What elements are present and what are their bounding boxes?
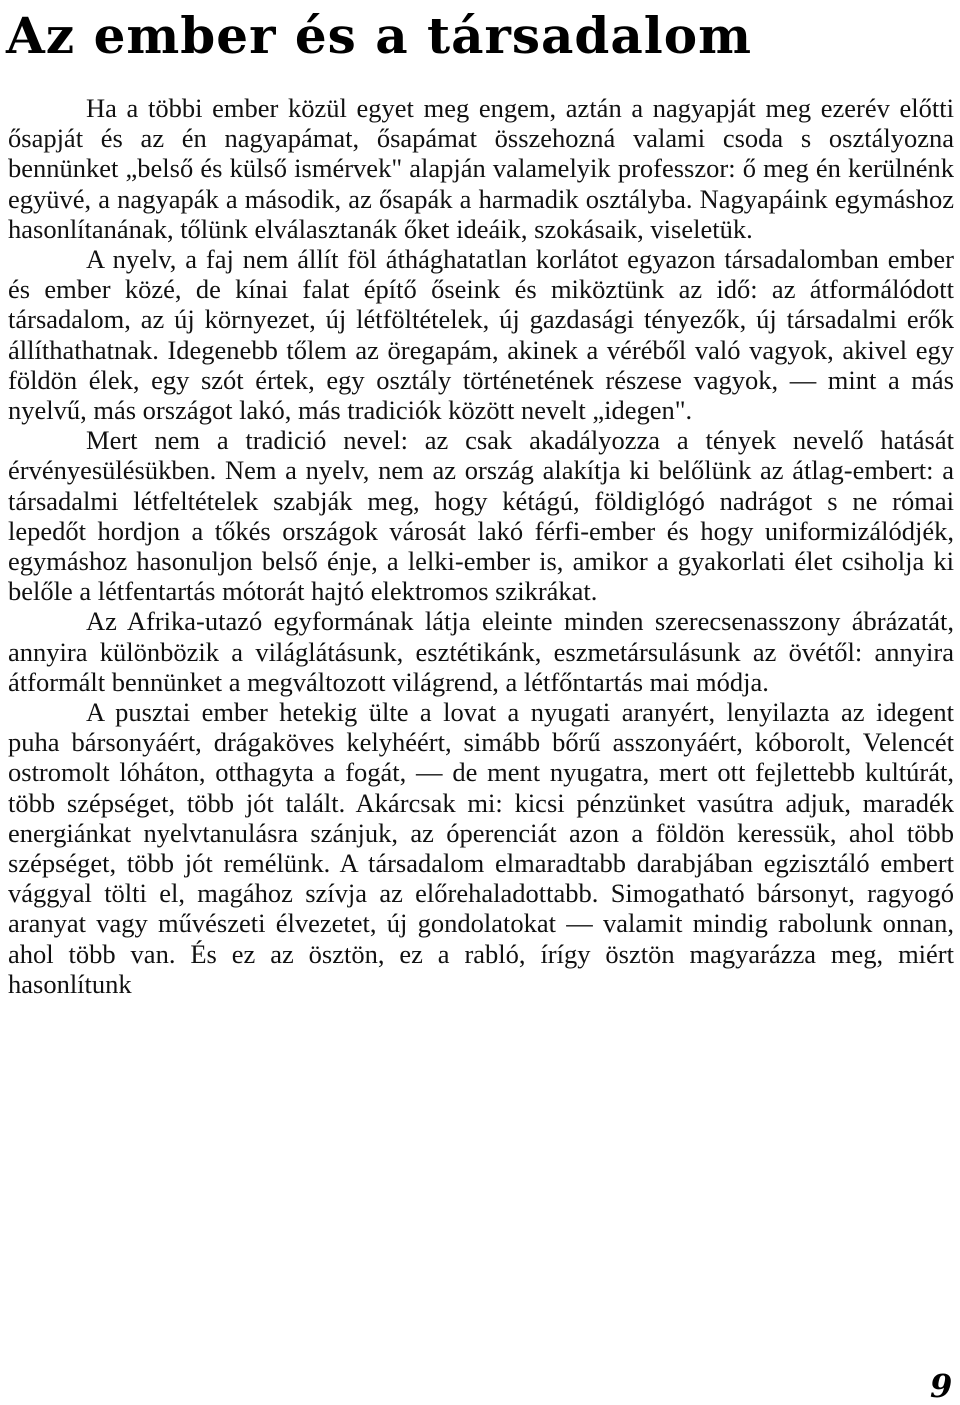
paragraph: Az Afrika-utazó egyformának látja eleinte minden szerecsenasszony ábrázatát, annyira különbözik a világlátásunk, esztétikánk, eszmetársulásunk az övétől: annyira átformált bennünket a megváltozott világrend, a létfőntartás mai módja. (8, 606, 954, 697)
body-text (8, 93, 954, 999)
paragraph: Ha a többi ember közül egyet meg engem, aztán a nagyapját meg ezerév előtti ősapját és az én nagyapámat, ősapámat összehozná valami csoda s osztályozna bennünket „belső és külső ismérvek" alapján valamelyik professzor: ő meg én kerülnénk együvé, a nagyapák a második, az ősapák a harmadik osztályba. Nagyapáink egymáshoz hasonlítanának, tőlünk elválasztanák őket ideáik, szokásaik, viseletük. (8, 93, 954, 244)
paragraph: Mert nem a tradició nevel: az csak akadályozza a tények nevelő hatását érvényesülésükben. Nem a nyelv, nem az ország alakítja ki belőlünk az átlag-embert: a társadalmi létfeltételek szabják meg, hogy kétágú, földiglógó nadrágot s ne római lepedőt hordjon a tőkés országok városát lakó férfi-ember és hogy uniformizálódjék, egymáshoz hasonuljon belső énje, a lelki-ember is, amikor a gyakorlati élet csiholja ki belőle a létfentartás mótorát hajtó elektromos szikrákat. (8, 425, 954, 607)
paragraph: A pusztai ember hetekig ülte a lovat a nyugati aranyért, lenyilazta az idegent puha bársonyáért, drágaköves kelyhéért, simább bőrű asszonyáért, kóborolt, Velencét ostromolt lóháton, otthagyta a fogát, — de ment nyugatra, mert ott fejlettebb kultúrát, több szépséget, több jót talált. Akárcsak mi: kicsi pénzünket vasútra adjuk, maradék energiánkat nyelvtanulásra szánjuk, az óperenciát azon a földön keressük, ahol több szépséget, több jót remélünk. A társadalom elmaradtabb darabjában egzisztáló embert vággyal tölti el, magához szívja az előrehaladottabb. Simogatható bársonyt, ragyogó aranyat vagy művészeti élvezetet, új gondolatokat — valamit mindig rabolunk onnan, ahol több van. És ez az ösztön, ez a rabló, írígy ösztön magyarázza meg, miért hasonlítunk (8, 697, 954, 999)
page-number: 9 (930, 1367, 953, 1405)
paragraph: A nyelv, a faj nem állít föl áthághatatlan korlátot egyazon társadalomban ember és ember közé, de kínai falat építő őseink és miköztünk az idő: az átformálódott társadalom, az új környezet, új létföltételek, új gazdasági tényezők, új társadalmi erők állíthathatnak. Idegenebb tőlem az öregapám, akinek a véréből való vagyok, akivel egy földön élek, egy szót értek, egy osztály történetének részese vagyok, — mint a más nyelvű, más országot lakó, más tradiciók között nevelt „idegen". (8, 244, 954, 426)
page-title: Az ember és a társadalom (6, 6, 752, 65)
